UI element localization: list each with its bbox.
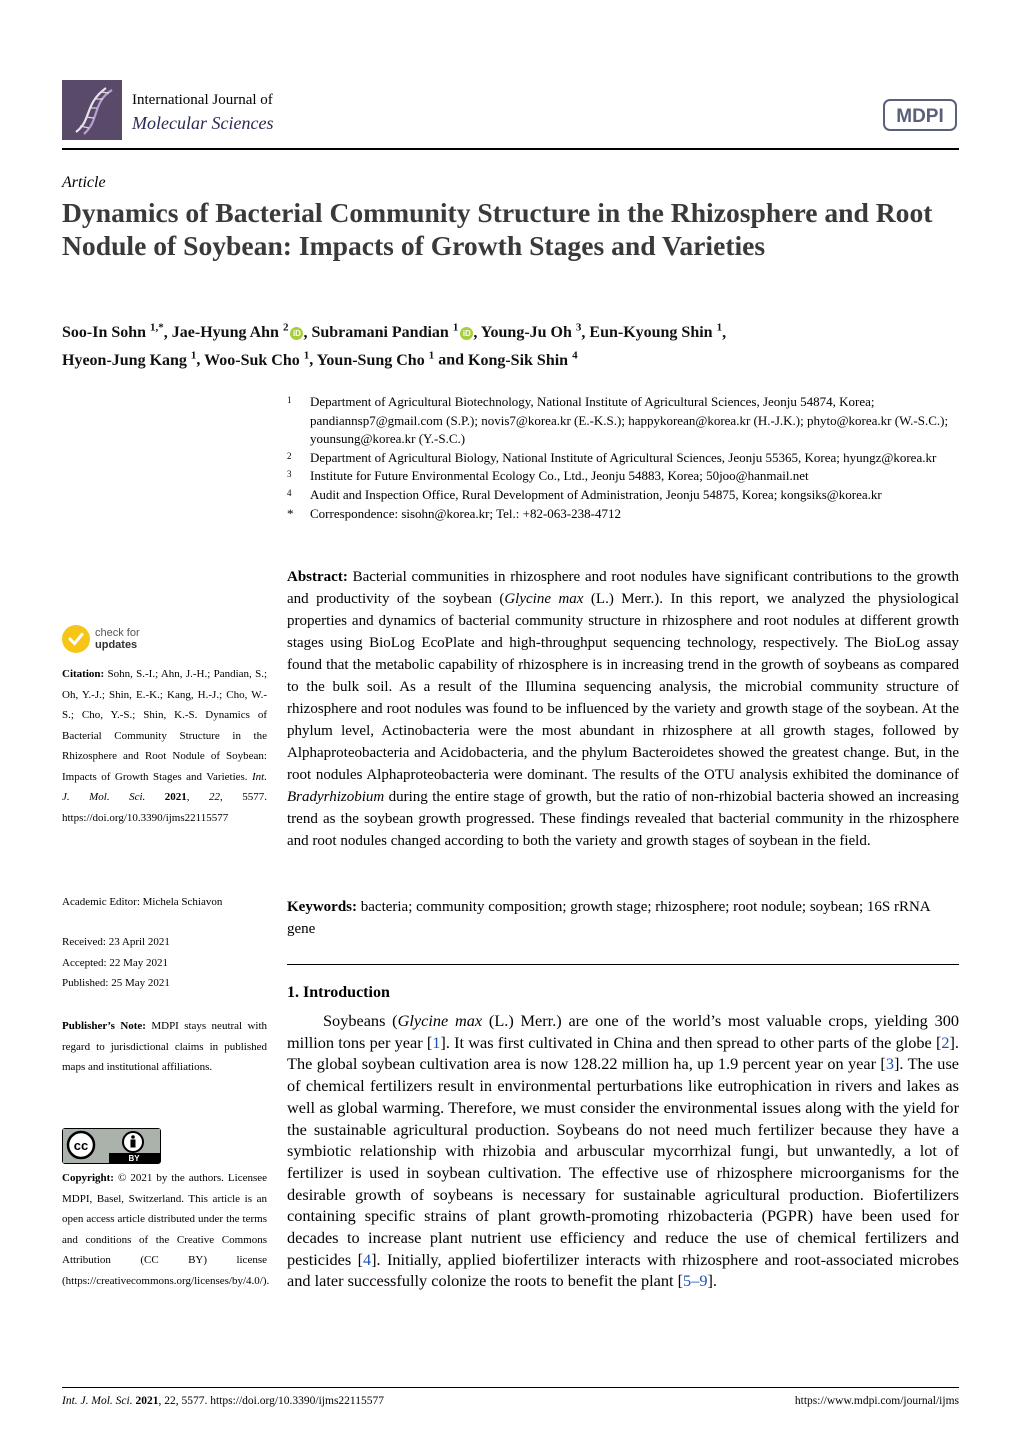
header-rule [62,148,959,150]
correspondence: * Correspondence: sisohn@korea.kr; Tel.: +82-063-238-4712 [287,505,621,521]
accepted-date: Accepted: 22 May 2021 [62,956,168,969]
mdpi-logo [883,99,957,131]
dna-helix-icon [62,80,122,140]
orcid-icon[interactable]: iD [290,327,303,340]
author-name: Jae-Hyung Ahn $^2$ iD [172,324,304,341]
citation-link[interactable]: 4 [363,1249,372,1269]
affiliations [287,393,967,523]
copyright-block: Copyright: © 2021 by the authors. Licensee MDPI, Basel, Switzerland. This article is an open access article distributed under the terms and conditions of the Creative Commons Attribution (CC BY) license (https://creativecommons.org/licenses/by/4.0/). [62,1172,270,1287]
journal-name-line2: Molecular Sciences [132,113,274,133]
author-name: Youn-Sung Cho $^1$ [316,349,435,369]
by-label: BY [128,1154,140,1163]
author-list: Soo-In Sohn $^{1,*}$, Jae-Hyung Ahn $^2$ iD , Subramani Pandian $^1$ iD , Young-Ju Oh $^3$, Eun-Kyoung Shin $^1$, Hyeon-Jung Kang $^1$, Woo-Suk Cho $^1$, Youn-Sung Cho $^1$ and Kong-Sik Shin $^4$ [62,322,727,369]
received-date: Received: 23 April 2021 [62,936,170,948]
introduction-paragraph: Soybeans (Glycine max (L.) Merr.) are one of the world’s most valuable crops, yielding 300 million tons per year [1]. It was first cultivated in China and then spread to other parts of the globe [2]. The global soybean cultivation area is now 128.22 million ha, up 1.9 percent year on year [3]. The use of chemical fertilizers result in environmental perturbations like eutrophication in rivers and lakes as well as global warming. Therefore, we must consider the environmental issues along with the yield for the sustainable agricultural production. Soybeans do not need much fertilizer because they have a symbiotic relationship with rhizobia and arbuscular mycorrhizal fungi, but unwantedly, a lot of fertilizer is used in soybean cultivation. The effective use of rhizosphere microorganisms for the desirable growth of soybeans is necessary for sustainable agricultural production. Biofertilizers containing specific strains of plant growth-promoting rhizobacteria (PGPR) have been used for decades to increase plant nutrient use efficiency and reduce the use of chemical fertilizers and pesticides [4]. Initially, applied biofertilizer interacts with rhizosphere and root-associated microbes and later successfully colonize the roots to benefit the plant [5–9]. [287,1011,960,1291]
check-for-updates-label[interactable]: check for updates [95,627,140,651]
citation-block: Citation: Sohn, S.-I.; Ahn, J.-H.; Pandian, S.; Oh, Y.-J.; Shin, E.-K.; Kang, H.-J.; Cho, W.-S.; Cho, Y.-S.; Shin, K.-S. Dynamics of Bacterial Community Structure in the Rhizosphere and Root Nodule of Soybean: Impacts of Growth Stages and Varieties. Int. J. Mol. Sci. 2021, 22, 5577. https://doi.org/10.3390/ijms22115577 [62,668,268,824]
section-heading-introduction: 1. Introduction [287,984,390,1001]
citation-link[interactable]: 5–9 [683,1271,708,1291]
keywords: Keywords: bacteria; community composition; growth stage; rhizosphere; root nodule; soybean; 16S rRNA gene [287,899,930,937]
journal-name-line1: International Journal of [132,92,273,108]
affiliation-1: 1 Department of Agricultural Biotechnology, National Institute of Agricultural Sciences, Jeonju 54874, Korea; pandiannsp7@gmail.com (S.P.); novis7@korea.kr (E.-K.S.); happykorean@korea.kr (H.-J.K.); phyto@korea.kr (W.-S.C.); younsung@korea.kr (Y.-S.C.) [287,394,949,447]
article-title: Dynamics of Bacterial Community Structure in the Rhizosphere and Root Nodule of Soybean: Impacts of Growth Stages and Varieties [62,197,933,261]
mdpi-logo-text: MDPI [896,106,944,127]
publisher-note: Publisher’s Note: MDPI stays neutral with regard to jurisdictional claims in published maps and institutional affiliations. [62,1020,268,1073]
footer-journal-url[interactable]: https://www.mdpi.com/journal/ijms [794,1395,959,1407]
journal-logo [62,80,122,140]
article-type: Article [62,174,106,191]
check-for-updates-icon[interactable] [62,625,90,653]
author-name: Subramani Pandian $^1$ iD [311,324,473,341]
affiliation-4: 4 Audit and Inspection Office, Rural Development of Administration, Jeonju 54875, Korea; kongsiks@korea.kr [287,486,882,502]
author-name: Hyeon-Jung Kang $^1$ [62,349,197,369]
attribution-icon [131,1140,136,1148]
author-name: Woo-Suk Cho $^1$ [204,349,310,369]
publication-dates [62,932,267,994]
abstract: Abstract: Bacterial communities in rhizosphere and root nodules have significant contributions to the growth and productivity of the soybean (Glycine max (L.) Merr.). In this report, we analyzed the physiological properties and dynamics of bacterial community structure in rhizosphere and root nodules at different growth stages using BioLog EcoPlate and high-throughput sequencing technology, respectively. The BioLog assay found that the metabolic capability of rhizosphere is in increasing trend in the growth of soybeans as compared to the bulk soil. As a result of the Illumina sequencing analysis, the microbial community structure of rhizosphere and root nodules was found to be influenced by the variety and growth stage of the soybean. At the phylum level, Actinobacteria were the most abundant in rhizosphere at all growth stages, followed by Alphaproteobacteria and Acidobacteria, and the phylum Bacteroidetes showed the greatest change. But, in the root nodules Alphaproteobacteria were dominant. The results of the OTU analysis exhibited the dominance of Bradyrhizobium during the entire stage of growth, but the ratio of non-rhizobial bacteria showed an increasing trend as the soybean growth progressed. These findings revealed that bacterial community in the rhizosphere and root nodules changed according to both the variety and growth stages of soybean in the field. [287,569,959,849]
published-date: Published: 25 May 2021 [62,977,170,989]
author-name: Young-Ju Oh $^3$ [480,322,582,342]
author-name: Eun-Kyoung Shin $^1$ [589,322,723,342]
author-name: Soo-In Sohn $^{1,*}$ [62,322,164,342]
footer-citation: Int. J. Mol. Sci. 2021, 22, 5577. https://doi.org/10.3390/ijms22115577 [62,1395,384,1407]
section-rule [287,964,959,965]
citation-link[interactable]: 2 [941,1032,950,1052]
orcid-icon[interactable]: iD [460,327,473,340]
citation-link[interactable]: 1 [432,1032,441,1052]
footer-rule [62,1387,959,1388]
author-name: Kong-Sik Shin $^4$ [468,349,578,369]
affiliation-3: 3 Institute for Future Environmental Ecology Co., Ltd., Jeonju 54883, Korea; 50joo@hanmail.net [287,468,809,484]
citation-link[interactable]: 3 [885,1054,894,1074]
affiliation-2: 2 Department of Agricultural Biology, National Institute of Agricultural Sciences, Jeonju 55365, Korea; hyungz@korea.kr [287,449,937,465]
cc-by-license-badge[interactable] [62,1128,161,1164]
academic-editor: Academic Editor: Michela Schiavon [62,896,223,908]
cc-icon: cc [73,1138,89,1153]
